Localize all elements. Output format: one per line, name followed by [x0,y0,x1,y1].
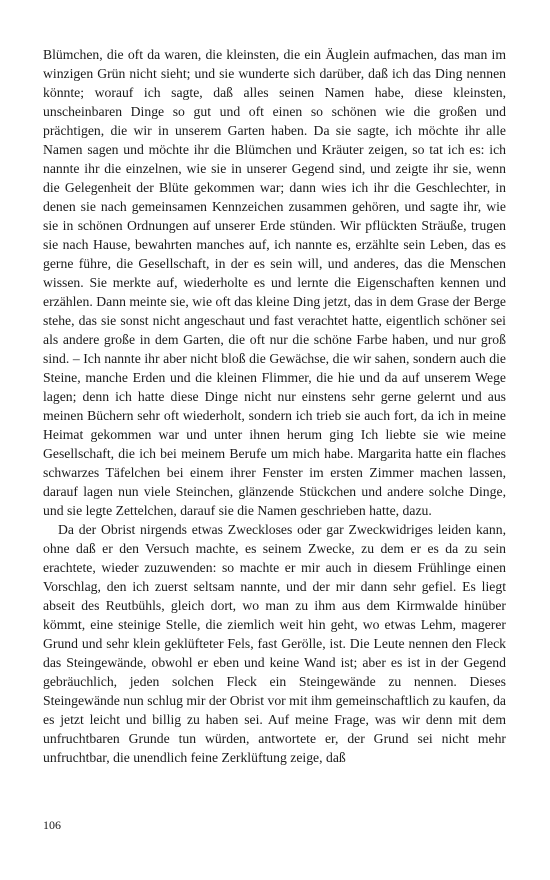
page-number: 106 [43,818,61,832]
paragraph-2: Da der Obrist nirgends etwas Zweckloses oder gar Zweckwidriges leiden kann, ohne daß er den Versuch machte, es seinem Zwecke, zu dem er es da zu sein erachtete, wieder zuzuwenden: so machte er mir auch in diesem Frühlinge einen Vorschlag, den ich zuerst seltsam nannte, und der mir dann sehr gefiel. Es liegt abseit des Reutbühls, gleich dort, wo man zu ihm aus dem Kirmwalde hinüber kömmt, eine steinige Stelle, die ziemlich weit hin geht, wo etwas Lehm, magerer Grund und sehr klein geklüfteter Fels, fast Gerölle, ist. Die Leute nennen den Fleck das Steingewände, obwohl er eben und keine Wand ist; aber es ist in der Gegend gebräuchlich, jeden solchen Fleck ein Steingewände zu nennen. Dieses Steingewände nun schlug mir der Obrist vor mit ihm gemeinschaftlich zu kaufen, da es jetzt leicht und billig zu haben sei. Auf meine Frage, was wir denn mit dem unfruchtbaren Grunde tun würden, antwortete er, der Grund sei nicht mehr unfruchtbar, die unendlich feine Zerklüftung zeige, daß [43,522,506,765]
book-page-text [43,45,506,767]
paragraph-1: Blümchen, die oft da waren, die kleinsten, die ein Äuglein aufmachen, das man im winzigen Grün nicht sieht; und sie wunderte sich darüber, daß ich das Ding nennen könnte; worauf ich sagte, daß alles seinen Namen habe, diese kleinsten, unscheinbaren Dinge so gut und oft einen so schönen wie die großen und prächtigen, die wir in unserem Garten haben. Da sie sagte, ich möchte ihr alle Namen sagen und möchte ihr die Blümchen und Kräuter zeigen, so tat ich es: ich nannte ihr die einzelnen, wie sie in unserer Gegend sind, und zeigte ihr sie, wenn die Gelegenheit der Blüte gekommen war; dann wies ich ihr die Geschlechter, in denen sie nach gemeinsamen Kennzeichen zusammen gehören, und sagte ihr, wie sie in schönen Ordnungen auf unserer Erde stünden. Wir pflückten Sträuße, trugen sie nach Hause, bewahrten manches auf, ich nannte es, erzählte sein Leben, das es gerne führe, die Gesellschaft, in der es sein will, und anderes, das die Menschen wissen. Sie merkte auf, wiederholte es und lernte die Eigenschaften kennen und erzählen. Dann meinte sie, wie oft das kleine Ding jetzt, das in dem Grase der Berge stehe, das sie sonst nicht angeschaut und fast verachtet hatte, eigentlich schöner sei als andere große in dem Garten, die oft nur die schöne Farbe haben, und nur groß sind. – Ich nannte ihr aber nicht bloß die Gewächse, die wir sahen, sondern auch die Steine, manche Erden und die kleinen Flimmer, die hie und da auf unserem Wege lagen; denn ich hatte diese Dinge nicht nur einstens sehr gerne gelernt und aus meinen Büchern sehr oft wiederholt, sondern ich trieb sie auch fort, da ich in meine Heimat gekommen war und unter ihnen herum ging Ich liebte sie wie meine Gesellschaft, die ich bei meinem Berufe um mich habe. Margarita hatte ein flaches schwarzes Täfelchen bei einem ihrer Fenster im ersten Zimmer machen lassen, darauf lagen nun viele Steinchen, glänzende Stückchen und andere solche Dinge, und sie legte Zettelchen, darauf sie die Namen geschrieben hatte, dazu. [43,47,506,518]
